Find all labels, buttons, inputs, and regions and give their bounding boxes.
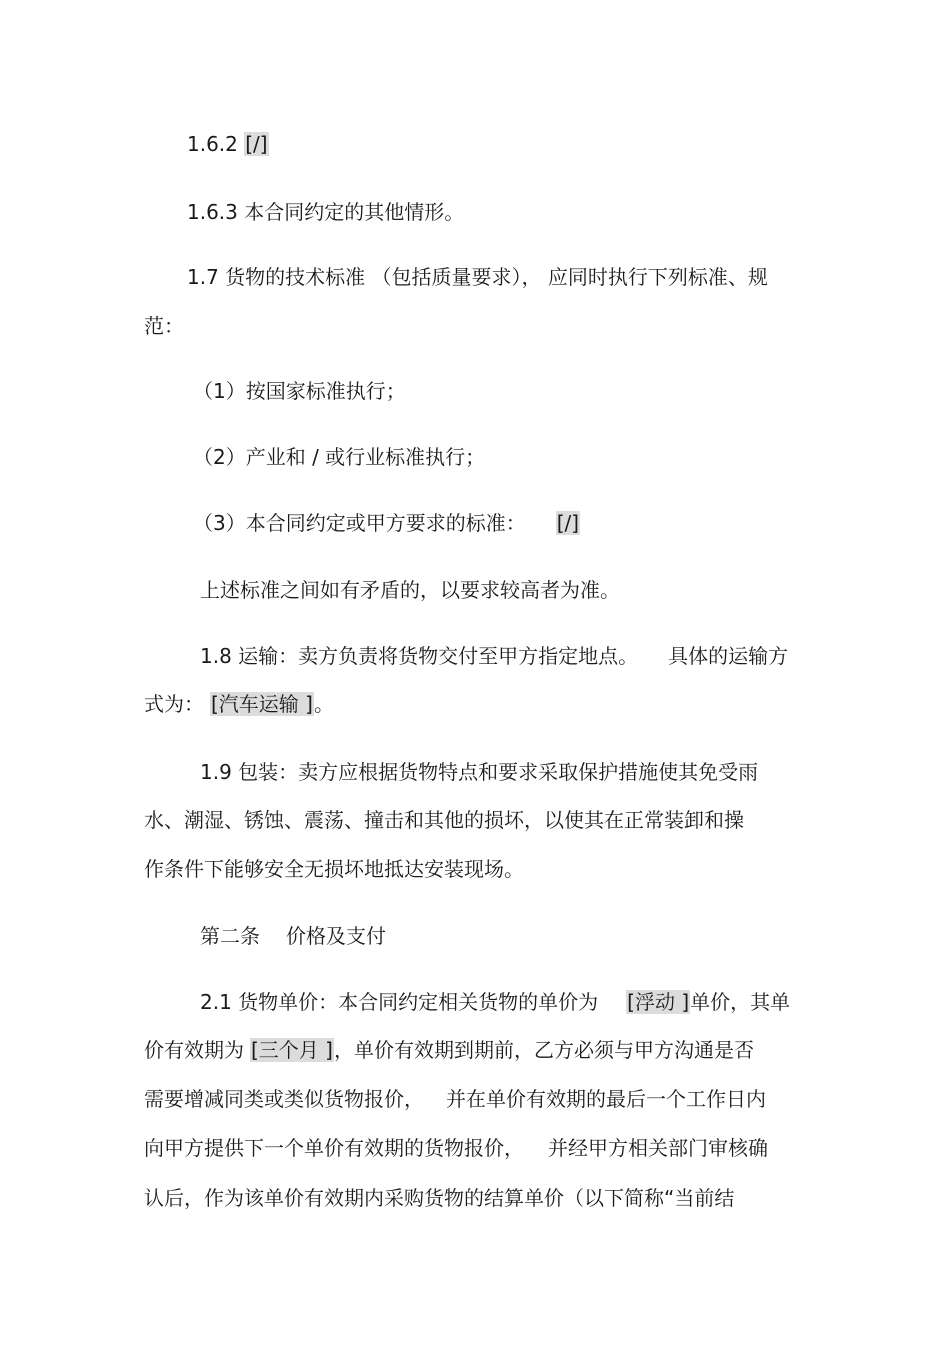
standard-item-1: （1）按国家标准执行；: [193, 379, 406, 403]
standard-item-3-text: （3）本合同约定或甲方要求的标准：: [193, 511, 526, 535]
clause-2-1-text-e: 需要增减同类或类似货物报价，: [144, 1087, 424, 1111]
article-number: 第二条: [200, 924, 260, 948]
clause-2-1-text-d: ，单价有效期到期前，乙方必须与甲方沟通是否: [333, 1038, 754, 1062]
clause-2-1-text-b: 单价，其单: [690, 990, 791, 1014]
article-title: 价格及支付: [286, 924, 386, 948]
clause-2-1-line1: [200, 988, 790, 1016]
fill-in-field: [浮动 ]: [627, 990, 690, 1014]
standard-item-2: （2）产业和 / 或行业标准执行；: [193, 445, 486, 469]
clause-1-8-text-b: 具体的运输方: [668, 644, 789, 668]
clause-2-1-line4: [144, 1134, 768, 1162]
fill-in-field: [/]: [556, 511, 580, 535]
clause-1-8-text-a: 1.8 运输：卖方负责将货物交付至甲方指定地点。: [200, 644, 639, 668]
clause-1-8-line2: [144, 690, 334, 718]
clause-2-1-text-f: 并在单价有效期的最后一个工作日内: [446, 1087, 766, 1111]
clause-2-1-text-a: 2.1 货物单价：本合同约定相关货物的单价为: [200, 990, 599, 1014]
standard-conflict-note: 上述标准之间如有矛盾的，以要求较高者为准。: [200, 578, 620, 602]
clause-1-7-line2: 范：: [144, 314, 184, 338]
clause-2-1-line5: 认后，作为该单价有效期内采购货物的结算单价（以下简称“当前结: [144, 1186, 735, 1210]
clause-1-8-text-c: 式为：: [144, 692, 204, 716]
fill-in-field: [汽车运输 ]: [211, 692, 313, 716]
fill-in-field: [/]: [245, 132, 268, 156]
fill-in-field: [三个月 ]: [251, 1038, 333, 1062]
clause-1-8-line1: [200, 642, 788, 670]
clause-2-1-text-c: 价有效期为: [144, 1038, 244, 1062]
clause-2-1-line3: [144, 1085, 766, 1113]
clause-1-6-3: 1.6.3 本合同约定的其他情形。: [187, 200, 465, 224]
clause-number: 1.6.2: [187, 132, 238, 156]
clause-1-9-line2: 水、潮湿、锈蚀、震荡、撞击和其他的损坏，以使其在正常装卸和操: [144, 808, 744, 832]
clause-2-1-text-h: 并经甲方相关部门审核确: [548, 1136, 768, 1160]
clause-1-9-line3: 作条件下能够安全无损坏地抵达安装现场。: [144, 857, 524, 881]
clause-2-1-line2: [144, 1036, 754, 1064]
clause-1-7-line1: 1.7 货物的技术标准 （包括质量要求）， 应同时执行下列标准、规: [187, 265, 768, 289]
clause-1-8-text-d: 。: [313, 692, 334, 716]
clause-1-9-line1: 1.9 包装：卖方应根据货物特点和要求采取保护措施使其免受雨: [200, 760, 759, 784]
clause-1-6-2: [187, 130, 269, 158]
article-2-heading: [200, 922, 386, 950]
clause-2-1-text-g: 向甲方提供下一个单价有效期的货物报价，: [144, 1136, 524, 1160]
standard-item-3: [193, 509, 580, 537]
